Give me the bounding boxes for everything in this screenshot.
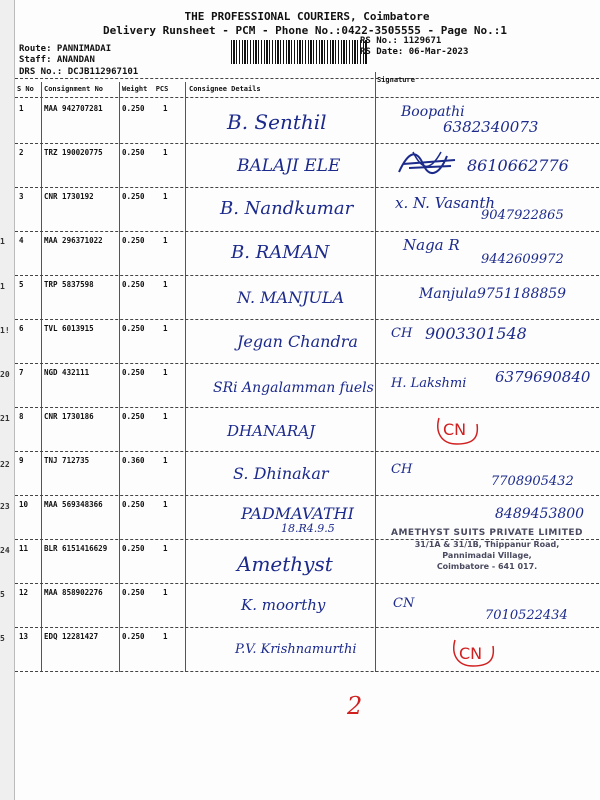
edge-number: 1! — [0, 326, 10, 335]
barcode — [231, 40, 367, 64]
row-consignment: CNR 1730192 — [44, 192, 94, 201]
row-consignment: BLR 6151416629 — [44, 544, 108, 553]
row-pcs: 1 — [163, 412, 168, 421]
table-row — [15, 188, 599, 232]
header-signature: Signature — [377, 76, 415, 84]
row-consignment: MAA 858902276 — [44, 588, 103, 597]
row-weight: 0.250 — [122, 412, 145, 421]
row-weight: 0.250 — [122, 588, 145, 597]
header-consignment: Consignment No — [44, 85, 104, 93]
row-sno: 3 — [19, 192, 24, 201]
signature-name: Boopathi — [401, 104, 465, 120]
row-weight: 0.250 — [122, 500, 145, 509]
row-pcs: 1 — [163, 324, 168, 333]
edge-number: 5 — [0, 634, 5, 643]
row-pcs: 1 — [163, 236, 168, 245]
handwritten-page-number: 2 — [347, 692, 363, 720]
row-pcs: 1 — [163, 368, 168, 377]
consignee-name: N. MANJULA — [237, 288, 345, 307]
row-pcs: 1 — [163, 500, 168, 509]
runsheet-page — [14, 0, 599, 800]
stamp-address-line: Coimbatore - 641 017. — [436, 562, 538, 571]
table-row — [15, 320, 599, 364]
company-stamp — [383, 528, 591, 572]
company-title: THE PROFESSIONAL COURIERS, Coimbatore — [184, 10, 430, 23]
signature-phone: 6382340073 — [443, 118, 539, 136]
row-consignment: MAA 569348366 — [44, 500, 103, 509]
row-weight: 0.250 — [122, 544, 145, 553]
row-consignment: MAA 942707281 — [44, 104, 103, 113]
rs-date: RS Date: 06-Mar-2023 — [360, 47, 469, 57]
signature-phone: 6379690840 — [495, 368, 591, 386]
signature-phone: 9003301548 — [425, 324, 527, 343]
consignee-name: S. Dhinakar — [233, 464, 329, 483]
header-sno: S No — [17, 85, 34, 93]
table-row — [15, 628, 599, 672]
row-sno: 7 — [19, 368, 24, 377]
stamp-address-line: 31/1A & 31/1B, Thippanur Road, — [414, 540, 560, 549]
stamp-address-line: Pannimadai Village, — [442, 551, 532, 560]
consignee-name: B. RAMAN — [231, 242, 330, 263]
edge-number: 20 — [0, 370, 10, 379]
row-weight: 0.250 — [122, 368, 145, 377]
header-weight-pcs: Weight PCS — [122, 85, 169, 93]
cn-mark-circle — [433, 414, 481, 446]
row-weight: 0.250 — [122, 632, 145, 641]
edge-number: 21 — [0, 414, 10, 423]
table-row — [15, 144, 599, 188]
signature-phone: 7708905432 — [491, 474, 574, 489]
row-consignment: TRP 5837598 — [44, 280, 94, 289]
edge-number: 1 — [0, 237, 5, 246]
row-sno: 6 — [19, 324, 24, 333]
row-sno: 2 — [19, 148, 24, 157]
row-consignment: MAA 296371022 — [44, 236, 103, 245]
table-row — [15, 276, 599, 320]
runsheet-title: Delivery Runsheet - PCM - Phone No.:0422-3505555 - Page No.:1 — [103, 24, 507, 37]
row-sno: 4 — [19, 236, 24, 245]
consignee-name: P.V. Krishnamurthi — [235, 642, 357, 657]
row-consignment: NGD 432111 — [44, 368, 90, 377]
row-pcs: 1 — [163, 632, 168, 641]
signature-name: Manjula — [419, 286, 477, 302]
row-pcs: 1 — [163, 544, 168, 553]
previous-page-edge — [0, 0, 14, 800]
row-consignment: TRZ 190020775 — [44, 148, 103, 157]
row-consignment: TNJ 712735 — [44, 456, 90, 465]
row-weight: 0.250 — [122, 192, 145, 201]
signature-phone: 8489453800 — [495, 506, 585, 522]
consignee-note: 18.R4.9.5 — [281, 522, 335, 535]
row-sno: 13 — [19, 632, 29, 641]
header-rule — [15, 97, 599, 98]
row-weight: 0.250 — [122, 236, 145, 245]
cn-mark: CN — [443, 420, 467, 439]
row-weight: 0.250 — [122, 324, 145, 333]
cn-mark: CN — [459, 644, 483, 663]
stamp-name: AMETHYST SUITS PRIVATE LIMITED — [391, 528, 583, 538]
signature-name: x. N. Vasanth — [395, 194, 496, 212]
row-rule — [15, 671, 599, 672]
edge-number: 23 — [0, 502, 10, 511]
table-row — [15, 232, 599, 276]
row-pcs: 1 — [163, 456, 168, 465]
edge-number: 1 — [0, 282, 5, 291]
signature-phone: 9751188859 — [477, 286, 567, 302]
consignee-name: K. moorthy — [241, 596, 326, 614]
row-consignment: TVL 6013915 — [44, 324, 94, 333]
signature-phone: 9047922865 — [481, 208, 564, 223]
signature-phone: 9442609972 — [481, 252, 564, 267]
row-consignment: EDQ 12281427 — [44, 632, 99, 641]
edge-number: 5 — [0, 590, 5, 599]
signature-name: Naga R — [403, 236, 460, 254]
row-sno: 12 — [19, 588, 29, 597]
rs-number: RS No.: 1129671 — [360, 36, 442, 46]
drs-label: DRS No.: DCJB112967101 — [19, 67, 139, 77]
row-weight: 0.250 — [122, 280, 145, 289]
row-pcs: 1 — [163, 148, 168, 157]
consignee-name: B. Senthil — [227, 110, 327, 134]
table-row — [15, 100, 599, 144]
consignee-name: SRi Angalamman fuels — [213, 380, 374, 396]
row-sno: 10 — [19, 500, 29, 509]
row-sno: 1 — [19, 104, 24, 113]
row-pcs: 1 — [163, 588, 168, 597]
signature-name: H. Lakshmi — [391, 376, 467, 391]
consignee-name: BALAJI ELE — [237, 156, 341, 176]
signature-scribble — [395, 146, 465, 180]
table-top-rule — [15, 78, 599, 79]
table-row — [15, 584, 599, 628]
cn-mark-circle — [449, 636, 497, 668]
row-sno: 5 — [19, 280, 24, 289]
consignee-name: PADMAVATHI — [241, 504, 354, 523]
header-consignee: Consignee Details — [189, 85, 261, 93]
staff-label: Staff: ANANDAN — [19, 55, 95, 65]
row-pcs: 1 — [163, 192, 168, 201]
signature-phone: 8610662776 — [467, 156, 569, 175]
row-pcs: 1 — [163, 280, 168, 289]
signature-mark: CH — [391, 462, 413, 477]
row-pcs: 1 — [163, 104, 168, 113]
edge-number: 24 — [0, 546, 10, 555]
consignee-name: Amethyst — [237, 552, 333, 576]
signature-phone: 7010522434 — [485, 608, 568, 623]
table-row — [15, 364, 599, 408]
route-label: Route: PANNIMADAI — [19, 44, 112, 54]
row-sno: 9 — [19, 456, 24, 465]
row-weight: 0.250 — [122, 148, 145, 157]
row-consignment: CNR 1730186 — [44, 412, 94, 421]
row-sno: 11 — [19, 544, 29, 553]
consignee-name: DHANARAJ — [227, 422, 316, 440]
edge-number: 22 — [0, 460, 10, 469]
table-row — [15, 408, 599, 452]
signature-mark: CH — [391, 326, 413, 341]
row-weight: 0.250 — [122, 104, 145, 113]
consignee-name: Jegan Chandra — [237, 332, 358, 351]
consignee-name: B. Nandkumar — [220, 198, 354, 219]
table-row — [15, 452, 599, 496]
signature-mark: CN — [393, 596, 415, 611]
row-weight: 0.360 — [122, 456, 145, 465]
row-sno: 8 — [19, 412, 24, 421]
